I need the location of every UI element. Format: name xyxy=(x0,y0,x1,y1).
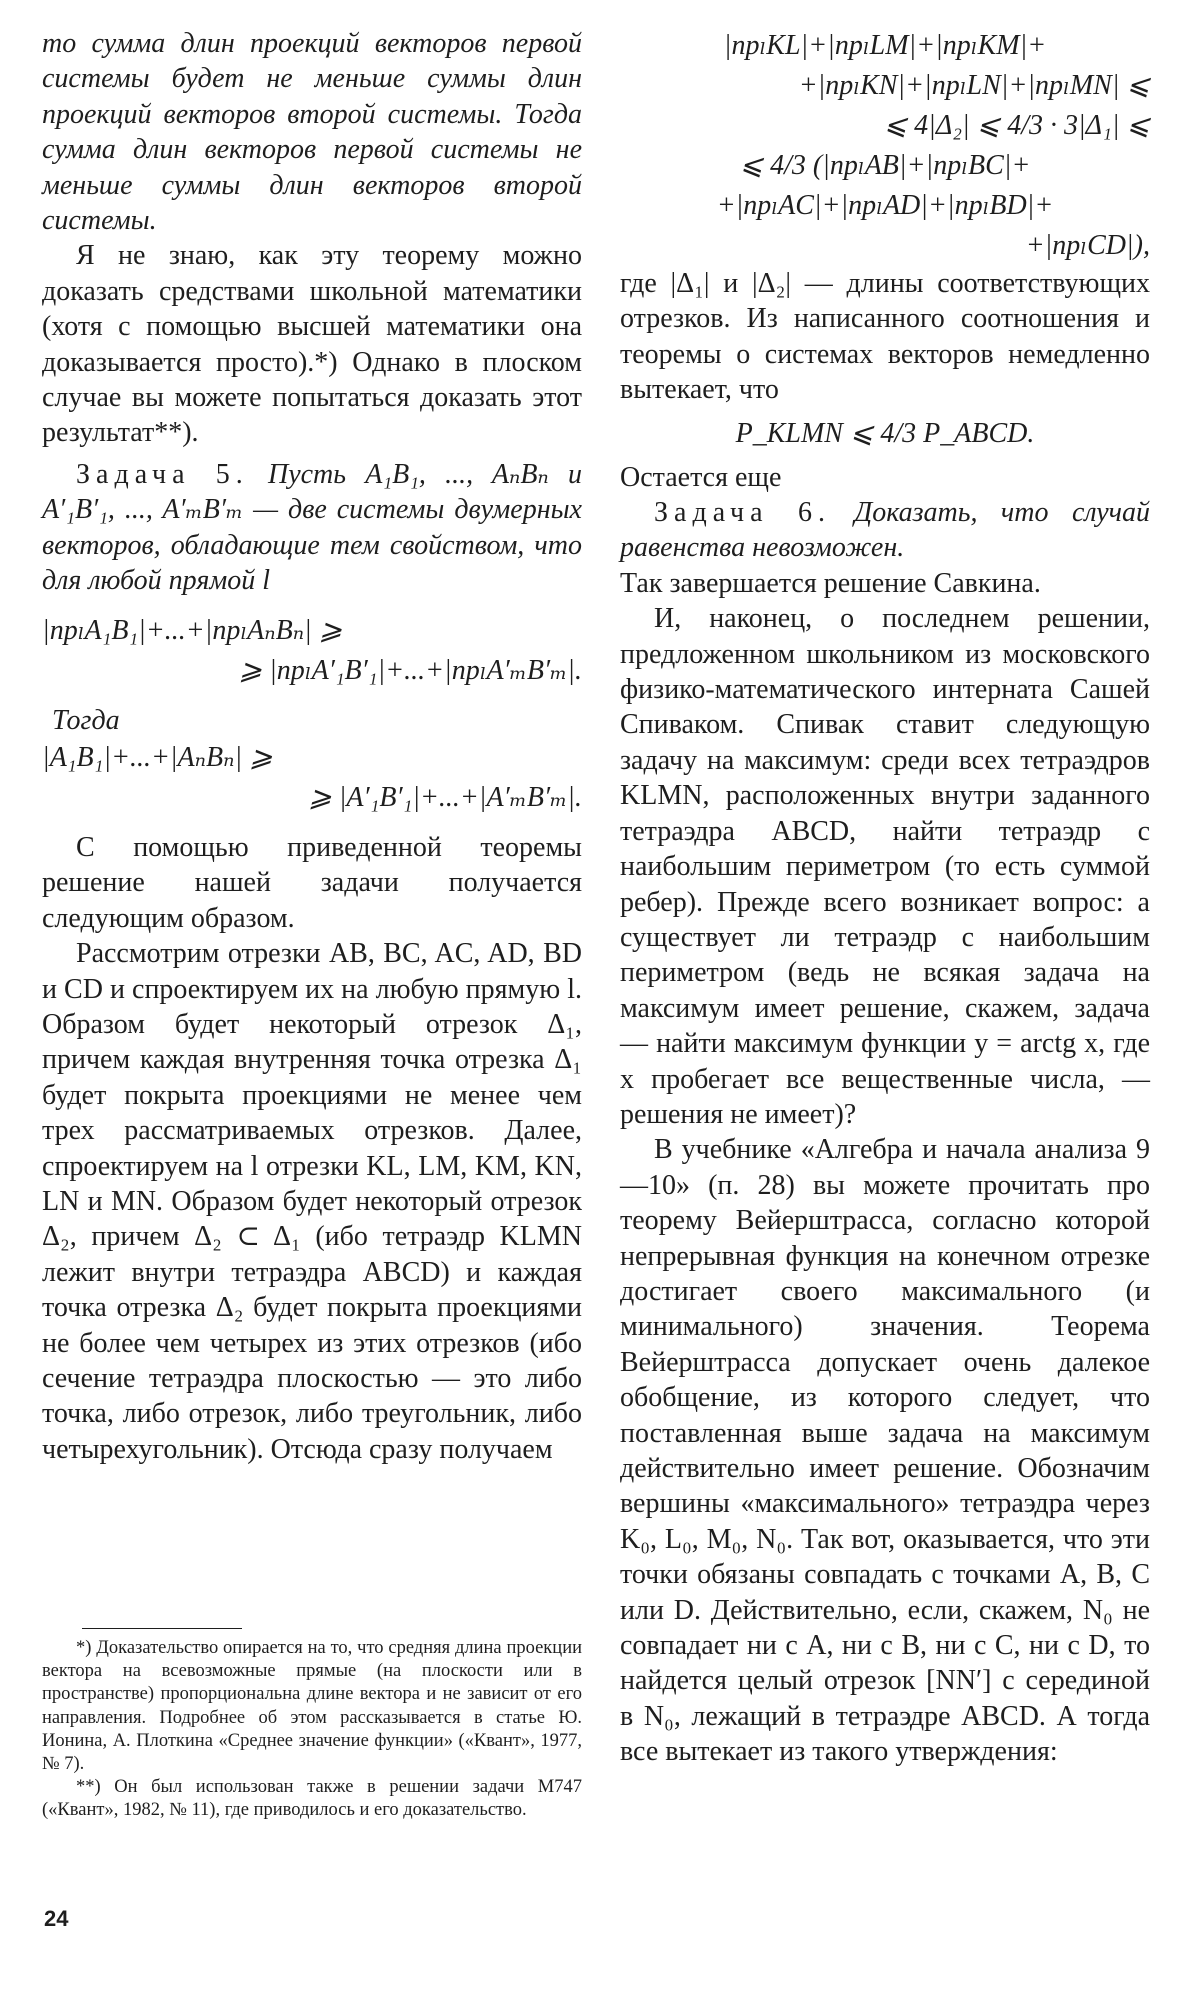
formula-line: ⩽ 4|Δ₂| ⩽ 4/3 · 3|Δ₁| ⩽ xyxy=(883,110,1150,141)
footnote-2: **) Он был использован также в решении задачи М747 («Квант», 1982, № 11), где приводилось и его доказательство. xyxy=(42,1777,582,1821)
paragraph-theorem-end: то сумма длин проекций векторов первой системы будет не меньше суммы длин проекций векторов второй системы. Тогда сумма длин векторов первой системы не меньше суммы длин векторов второй системы. xyxy=(42,28,582,237)
formula-line: |A₁B₁|+...+|AₙBₙ| ⩾ xyxy=(42,741,273,773)
paragraph-spivak-intro: И, наконец, о последнем решении, предложенном школьником из московского физико-математического интерната Сашей Спиваком. Спивак ставит следующую задачу на максимум: среди всех тетраэдров KLMN, расположенных внутри заданного тетраэдра ABCD, найти тетраэдр с наибольшим периметром (то есть суммой ребер). Прежде всего возникает вопрос: а существует ли тетраэдр с наибольшим периметром (ведь не всякая задача на максимум имеет решение, скажем, задача — найти максимум функции y = arctg x, где x пробегает все вещественные числа, — решения не имеет)? xyxy=(620,603,1150,1130)
paragraph-where: где |Δ₁| и |Δ₂| — длины соответствующих отрезков. Из написанного соотношения и теоремы о системах векторов немедленно вытекает, что xyxy=(620,268,1150,406)
paragraph-solution-intro: С помощью приведенной теоремы решение нашей задачи получается следующим образом. xyxy=(42,831,582,934)
then-label: Тогда xyxy=(52,704,120,736)
footnote-1: *) Доказательство опирается на то, что средняя длина проекции вектора на всевозможные прямые (на плоскости или в пространстве) пропорциональна длине вектора и не зависит от его направления. Подробнее об этом рассказывается в статье Ю. Ионина, А. Плоткина «Среднее значение функции» («Квант», 1977, № 7). xyxy=(42,1638,582,1775)
formula-line: +|прₗKN|+|прₗLN|+|прₗMN| ⩽ xyxy=(798,70,1150,101)
paragraph-savkin-end: Так завершается решение Савкина. xyxy=(620,567,1041,599)
formula-line: +|прₗAC|+|прₗAD|+|прₗBD|+ xyxy=(716,190,1054,221)
paragraph-remains: Остается еще xyxy=(620,461,782,493)
formula-line: ⩽ 4/3 (|прₗAB|+|прₗBC|+ xyxy=(739,150,1031,181)
formula-line: ⩾ |A′₁B′₁|+...+|A′ₘB′ₘ|. xyxy=(308,781,582,813)
formula-lengths-inequality xyxy=(42,738,582,818)
paragraph-weierstrass-note: Я не знаю, как эту теорему можно доказать средствами школьной математики (хотя с помощью высшей математики она доказывается просто).*) Однако в плоском случае вы можете попытаться доказать этот результат**). xyxy=(42,240,582,449)
task-5 xyxy=(42,457,582,599)
footnote-divider xyxy=(82,1628,242,1629)
right-column xyxy=(620,26,1150,1770)
task-6-text: Доказать, что случай равенства невозможен. xyxy=(620,497,1150,564)
paragraph-weierstrass: В учебнике «Алгебра и начала анализа 9—10» (п. 28) вы можете прочитать про теорему Вейерштрасса, согласно которой непрерывная функция на конечном отрезке достигает своего максимального (и минимального) значения. Теорема Вейерштрасса допускает очень далекое обобщение, из которого следует, что поставленная выше задача на максимум действительно имеет решение. Обозначим вершины «максимального» тетраэдра через K₀, L₀, M₀, N₀. Так вот, оказывается, что эти точки обязаны совпадать с точками A, B, C или D. Действительно, если, скажем, N₀ не совпадает ни с A, ни с B, ни с C, ни с D, то найдется целый отрезок [NN′] с серединой в N₀, лежащий в тетраэдре ABCD. А тогда все вытекает из такого утверждения: xyxy=(620,1134,1150,1768)
formula-line: ⩾ |прₗA′₁B′₁|+...+|прₗA′ₘB′ₘ|. xyxy=(238,654,582,686)
paragraph-projection-argument: Рассмотрим отрезки AB, BC, AC, AD, BD и CD и спроектируем их на любую прямую l. Образом будет некоторый отрезок Δ₁, причем каждая внутренняя точка отрезка Δ₁ будет покрыта проекциями не менее чем трех рассматриваемых отрезков. Далее, спроектируем на l отрезки KL, LM, KM, KN, LN и MN. Образом будет некоторый отрезок Δ₂, причем Δ₂ ⊂ Δ₁ (ибо тетраэдр KLMN лежит внутри тетраэдра ABCD) и каждая точка отрезка Δ₂ будет покрыта проекциями не более чем четырех из этих отрезков (ибо сечение тетраэдра плоскостью — это либо точка, либо отрезок, либо треугольник, либо четырехугольник). Отсюда сразу получаем xyxy=(42,938,582,1465)
task-5-text: Пусть A₁B₁, ..., AₙBₙ и A′₁B′₁, ..., A′ₘB′ₘ — две системы двумерных векторов, обладающие тем свойством, что для любой прямой l xyxy=(42,458,582,597)
footnotes xyxy=(42,1628,582,1823)
formula-line: +|прₗCD|), xyxy=(1025,230,1150,261)
left-column xyxy=(42,26,582,1467)
formula-perimeter-chain xyxy=(620,26,1150,266)
task-5-label: Задача 5. xyxy=(76,458,249,490)
page-number: 24 xyxy=(44,1906,69,1931)
task-6-label: Задача 6. xyxy=(654,497,831,529)
formula-line: |прₗKL|+|прₗLM|+|прₗKM|+ xyxy=(723,30,1047,61)
formula-line: |прₗA₁B₁|+...+|прₗAₙBₙ| ⩾ xyxy=(42,614,343,646)
formula-projections-inequality xyxy=(42,611,582,691)
formula-perimeter-bound: P_KLMN ⩽ 4/3 P_ABCD. xyxy=(735,417,1035,449)
task-6 xyxy=(620,495,1150,566)
